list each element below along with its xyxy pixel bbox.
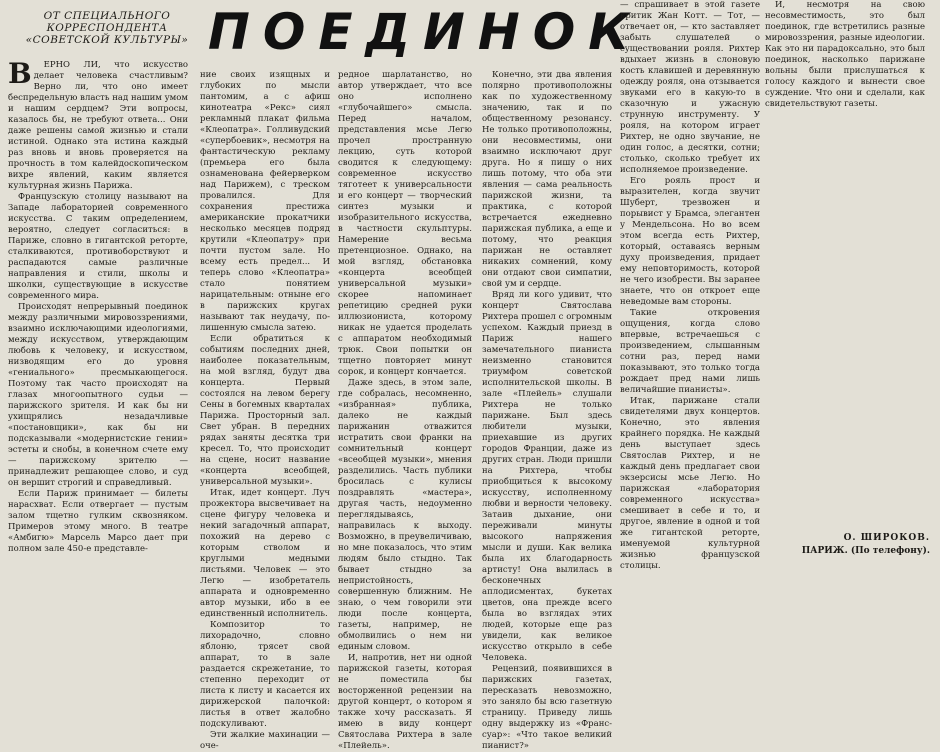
paragraph: Даже здесь, в этом зале, где собралась, несомненно, «избранная» публика, далеко не каждый парижанин отважится истратить свои франки на сомнительный концерт «всеобщей музыки», мнения разделились. Часть публики бросилась с кулисы поздравлять «мастера», другая часть, недоуменно переглядываясь, направилась к выходу. Возможно, в преувеличиваю, но мне показалось, что этим людям было стыдно. Так бывает стыдно за непристойность, совершенную ближним. Не знаю, о чем говорили эти люди после концерта, газеты, например, не обмолвились о нем ни единым словом. <box>338 378 472 652</box>
paragraph: Его рояль прост и выразителен, когда звучит Шуберт, трезвожен и порывист у Брамса, элегантен у Мендельсона. Но во всем этом всегда есть Рихтер, который, оставаясь верным духу произведения, придает ему неповторимость, которой не чего изобрести. Вы заранее знаете, что он откроет еще неведомые вам стороны. <box>620 176 760 307</box>
signature <box>745 532 930 558</box>
paragraph: Итак, парижане стали свидетелями двух концертов. Конечно, это явления крайнего порядка. Не каждый день выступает здесь Святослав Рихтер, и не каждый день предлагает свои экзерсисы мсье Легю. Но парижская «лаборатория современного искусства» смешивает в себе и то, и другое, явление в одной и той же гигантской реторте, именуемой культурной жизнью французской столицы. <box>620 396 760 571</box>
paragraph: Происходят непрерывный поединок между различными мировоззрениями, взаимно исключающими идеологиями, между искусством, утверждающим любовь к человеку, и искусством, низводящим его до уровня «гениального» пресмыкающегося. Поэтому так часто происходят на глазах многоопытного судьи — парижского зрителя. И как бы ни ухищрялись незадачливые «постановщики», как бы ни подсказывали «модернистские гении» эстеты и снобы, в конечном счете ему — парижскому зрителю — принадлежит решающее слово, и суд он вершит строгий и справедливый. <box>8 302 188 488</box>
paragraph: Французскую столицу называют на Западе лабораторией современного искусства. С таким определением, вероятно, следует согласиться: в Париже, словно в гигантской реторте, сталкиваются, противоборствуют и распадаются самые различные направления и стили, школы и школки, существующие в искусстве современного мира. <box>8 192 188 301</box>
article-column-5 <box>620 0 760 582</box>
headline: ПОЕДИНОК <box>208 3 643 61</box>
article-column-3 <box>338 70 472 751</box>
paragraph: редное шарлатанство, но автор утверждает, что все оно исполнено «глубочайшего» смысла. Перед началом, представления мсье Легю прочел пространную лекцию, суть которой сводится к следующему: современное искусство тяготеет к универсальности и его концерт — творческий синтез музыки и изобразительного искусства, в частности скульптуры. Намерение весьма претенциозное. Однако, на мой взгляд, обстановка «концерта всеобщей универсальной музыки» скорее напоминает репетицию средней руки иллюзиониста, которому никак не удается проделать с аппаратом необходимый трюк. Свои попытки он тщетно повторяет минут сорок, и концерт кончается. <box>338 70 472 377</box>
byline <box>14 10 200 46</box>
byline-line-1: ОТ СПЕЦИАЛЬНОГО <box>43 10 171 22</box>
paragraph: Композитор то лихорадочно, словно яблоню, трясет свой аппарат, то в зале раздается скрежетание, то степенно переходит от листа к листу и касается их дирижерской палочкой: листья в ответ жалобно подскуливают. <box>200 620 330 729</box>
paragraph: Итак, идет концерт. Луч прожектора высвечивает на сцене фигуру человека и некий загадочный аппарат, похожий на дерево с которым стволом и круглыми медными листьями. Человек — это Легю — изобретатель аппарата и одновременно автор музыки, ибо в ее единственный исполнитель. <box>200 488 330 619</box>
paragraph: И, несмотря на свою несовместимость, это был поединок, где встретились разные мировоззрения, разные идеологии. Как это ни парадоксально, это был поединок, насколько парижане вольны были прислушаться к голосу каждого и вынести свое суждение. Что они и сделали, как свидетельствуют газеты. <box>765 0 925 109</box>
paragraph: Конечно, эти два явления полярно противоположны как по художественному значению, так и по общественному резонансу. Не только противоположны, они несовместимы, они взаимно исключают друг друга. Но я пишу о них лишь потому, что оба эти явления — сама реальность парижской жизни, та практика, с которой встречается ежедневно парижская публика, а еще и потому, что реакция парижан не оставляет никаких сомнений, кому они отдают свои симпатии, свой ум и сердце. <box>482 70 612 289</box>
paragraph: — спрашивает в этой газете критик Жан Котт. — Тот, — отвечает он, — кто заставляет забыть слушателей о существовании рояля. Рихтер вдыхает жизнь в слоновую кость клавишей и деревянную одежду рояля, она отзывается звуками его в какую-то в сказочную и ужасную струнную инструменту. У рояля, на котором играет Рихтер, не одно звучание, не один голос, а десятки, сотни; столько, сколько требует их исполняемое произведение. <box>620 0 760 175</box>
paragraph: И, напротив, нет ни одной парижской газеты, которая не поместила бы восторженной рецензии на другой концерт, о котором я также хочу рассказать. Я имею в виду концерт Святослава Рихтера в зале «Плейель». <box>338 653 472 751</box>
paragraph: Если Париж принимает — билеты нарасхват. Если отвергает — пустым залом тщетно гулким сквозняком. Примеров этому много. В театре «Амбигю» Марсель Марсо дает при полном зале 450-е представле- <box>8 489 188 554</box>
paragraph: ние своих изящных и глубоких по мысли пантомим, а с афиш кинотеатра «Рекс» сиял рекламный плакат фильма «Клеопатра». Голливудский «супербоевик», несмотря на фантастическую рекламу (премьера его была ознаменована фейерверком над Парижем), с треском провалился. Для сохранения престижа американские прокатчики несколько месяцев подряд крутили «Клеопатру» при почти пустом зале. Но всему есть предел... И теперь слово «Клеопатра» стало понятием нарицательным: отныне его в парижских кругах называют так неудачу, по-лишенную смысла затею. <box>200 70 330 333</box>
article-column-6 <box>765 0 925 582</box>
dateline: ПАРИЖ. (По телефону). <box>801 546 930 556</box>
article-column-4 <box>482 70 612 751</box>
article-column-1 <box>8 57 188 582</box>
paragraph: Эти жалкие махинации — оче- <box>200 730 330 751</box>
drop-cap: В <box>8 57 32 90</box>
author-name: О. ШИРОКОВ. <box>843 533 930 543</box>
paragraph: ЕРНО ЛИ, что искусство делает человека счастливым? Верно ли, что оно имеет беспредельную власть над нашим умом и нашим сердцем? Эти вопросы, казалось бы, не требуют ответа... Они даже решены самой жизнью и стали истиной. Однако эта истина каждый раз вновь и вновь проверяется на прочность в том калейдоскопическом вихре явлений, каким является культурная жизнь Парижа. <box>8 60 188 191</box>
article-column-2 <box>200 70 330 751</box>
paragraph: Вряд ли кого удивит, что концерт Святослава Рихтера прошел с огромным успехом. Каждый приезд в Париж нашего замечательного пианиста неизменно становится триумфом советской исполнительской школы. В зале «Плейель» слушали Рихтера не только парижане. Был здесь любители музыки, приехавшие из других городов Франции, даже из других стран. Люди пришли на Рихтера, чтобы приобщиться к высокому искусству, исполненному любви и верности человеку. Затаив дыхание, они переживали минуты высокого напряжения мысли и души. Как велика была их благодарность артисту! Она вылилась в бесконечных аплодисментах, букетах цветов, она прежде всего была во взглядах этих людей, которые еще раз увидели, как великое искусство открыло в себе Человека. <box>482 290 612 663</box>
byline-line-3: «СОВЕТСКОЙ КУЛЬТУРЫ» <box>25 34 189 46</box>
paragraph: Если обратиться к событиям последних дней, наиболее показательным, на мой взгляд, будут два концерта. Первый состоялся на левом берегу Сены в богемных кварталах Парижа. Просторный зал. Свет убран. В передних рядах заняты десятка три кресел. То, что происходит на сцене, носит название «концерта всеобщей, универсальной музыки». <box>200 334 330 487</box>
paragraph: Рецензий, появившихся в парижских газетах, пересказать невозможно, это заняло бы всю газетную страницу. Приведу лишь одну выдержку из «Франс-суар»: «Что такое великий пианист?» <box>482 664 612 751</box>
byline-line-2: КОРРЕСПОНДЕНТА <box>46 22 168 34</box>
paragraph: Такие откровения ощущения, когда слово впервые, встречаешься с произведением, слышанным сотни раз, перед нами показывают, это только тогда рождает пред нами лишь величайшие пианисты». <box>620 308 760 395</box>
